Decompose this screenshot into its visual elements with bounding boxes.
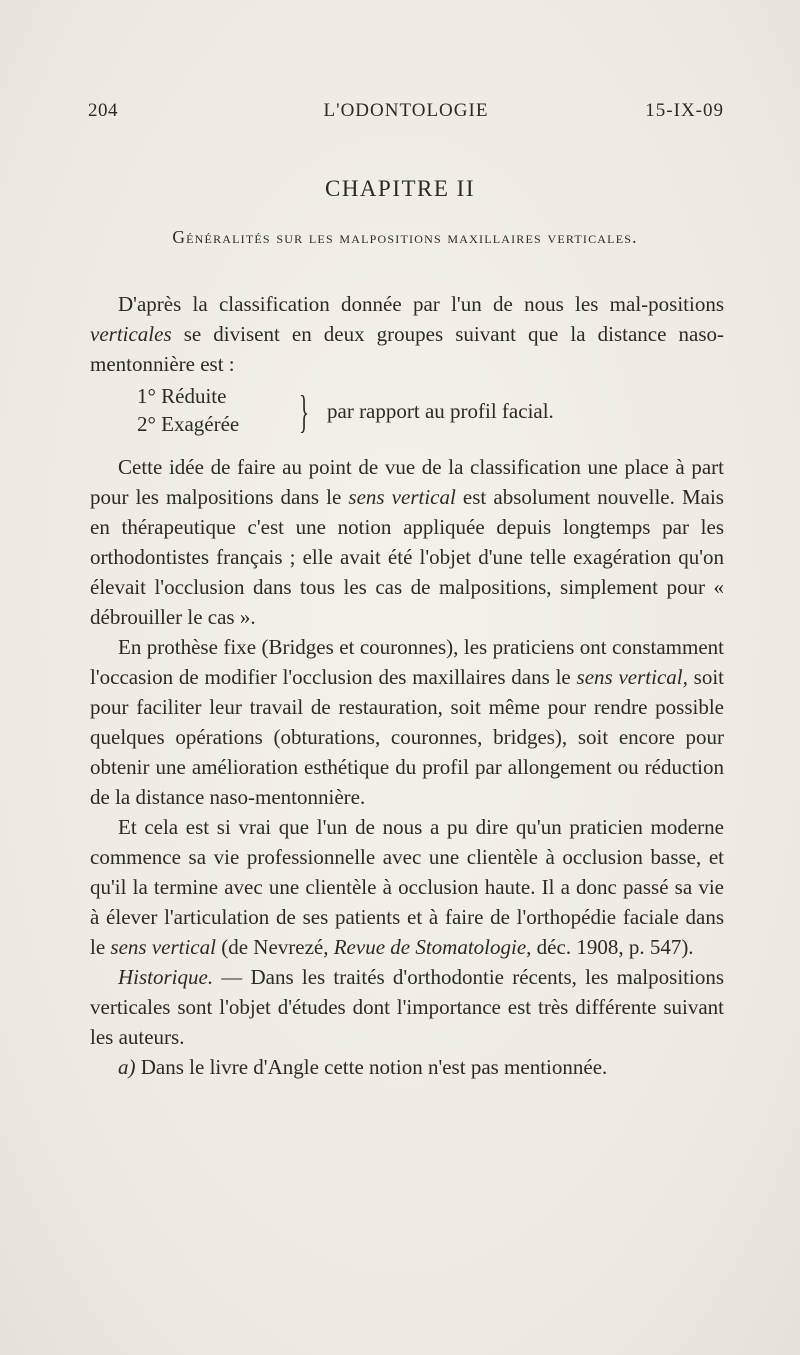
p3-text-a: Et cela est si vrai que l'un de nous a pu dire qu'un praticien moderne commence sa vie professionnelle avec une clientèle à occlusion basse, et qu'il la termine avec une clientèle à occlusion haute. Il a donc passé sa vie à élever l'articulation de ses patients et à faire de l'orthopédie faciale dans le xyxy=(90,815,724,959)
page-number: 204 xyxy=(88,100,118,121)
p2-emphasis: sens vertical, xyxy=(576,665,688,689)
p1-text-a: Cette idée de faire au point de vue de la classification une place à part pour les malpositions dans le xyxy=(90,455,724,509)
p4-heading: Historique. xyxy=(118,965,214,989)
intro-emphasis: verticales xyxy=(90,322,172,346)
brace: } xyxy=(299,386,309,437)
paragraph-1 xyxy=(90,452,724,632)
p4-text: — Dans les traités d'orthodontie récents, les malpositions verticales sont l'objet d'études dont l'importance est très différente suivant les auteurs. xyxy=(90,965,724,1049)
intro-paragraph xyxy=(90,289,724,379)
p3-emphasis-2: Revue de Stomatologie, xyxy=(333,935,532,959)
p5-label: a) xyxy=(118,1055,136,1079)
enum-item-1: 1° Réduite xyxy=(137,384,227,408)
running-header xyxy=(88,100,724,130)
enum-relation: par rapport au profil facial. xyxy=(327,399,554,423)
p2-text-a: En prothèse fixe (Bridges et couronnes), les praticiens ont constamment l'occasion de modifier l'occlusion des maxillaires dans le xyxy=(90,635,724,689)
p2-text-b: soit pour faciliter leur travail de restauration, soit même pour rendre possible quelques opérations (obturations, couronnes, bridges), soit encore pour obtenir une amélioration esthétique du profil par allongement ou réduction de la distance naso-mentonnière. xyxy=(90,665,724,809)
p3-text-b: (de Nevrezé, xyxy=(215,935,334,959)
journal-title: L'ODONTOLOGIE xyxy=(323,100,489,121)
chapter-subtitle: Généralités sur les malpositions maxillaires verticales. xyxy=(172,227,638,247)
p5-text: Dans le livre d'Angle cette notion n'est pas mentionnée. xyxy=(135,1055,608,1079)
enum-item-2: 2° Exagérée xyxy=(137,412,240,436)
intro-text-2: se divisent en deux groupes suivant que la distance naso-mentonnière est : xyxy=(90,322,724,376)
chapter-title: CHAPITRE II xyxy=(324,176,476,201)
issue-date: 15-IX-09 xyxy=(645,100,724,121)
p3-text-c: déc. 1908, p. 547). xyxy=(531,935,694,959)
enumeration xyxy=(137,384,697,444)
main-text xyxy=(90,452,724,1082)
paragraph-5 xyxy=(90,1052,724,1082)
p3-emphasis-1: sens vertical xyxy=(110,935,216,959)
p1-emphasis: sens vertical xyxy=(348,485,456,509)
p1-text-b: est absolument nouvelle. Mais en thérapeutique c'est une notion appliquée depuis longtemps par les orthodontistes français ; elle avait été l'objet d'une telle exagération qu'on élevait l'occlusion dans tous les cas de malpositions, simplement pour « débrouiller le cas ». xyxy=(90,485,724,629)
paragraph-2 xyxy=(90,632,724,812)
intro-text-1: D'après la classification donnée par l'un de nous les mal-positions xyxy=(118,292,724,316)
paragraph-3 xyxy=(90,812,724,962)
paragraph-4 xyxy=(90,962,724,1052)
